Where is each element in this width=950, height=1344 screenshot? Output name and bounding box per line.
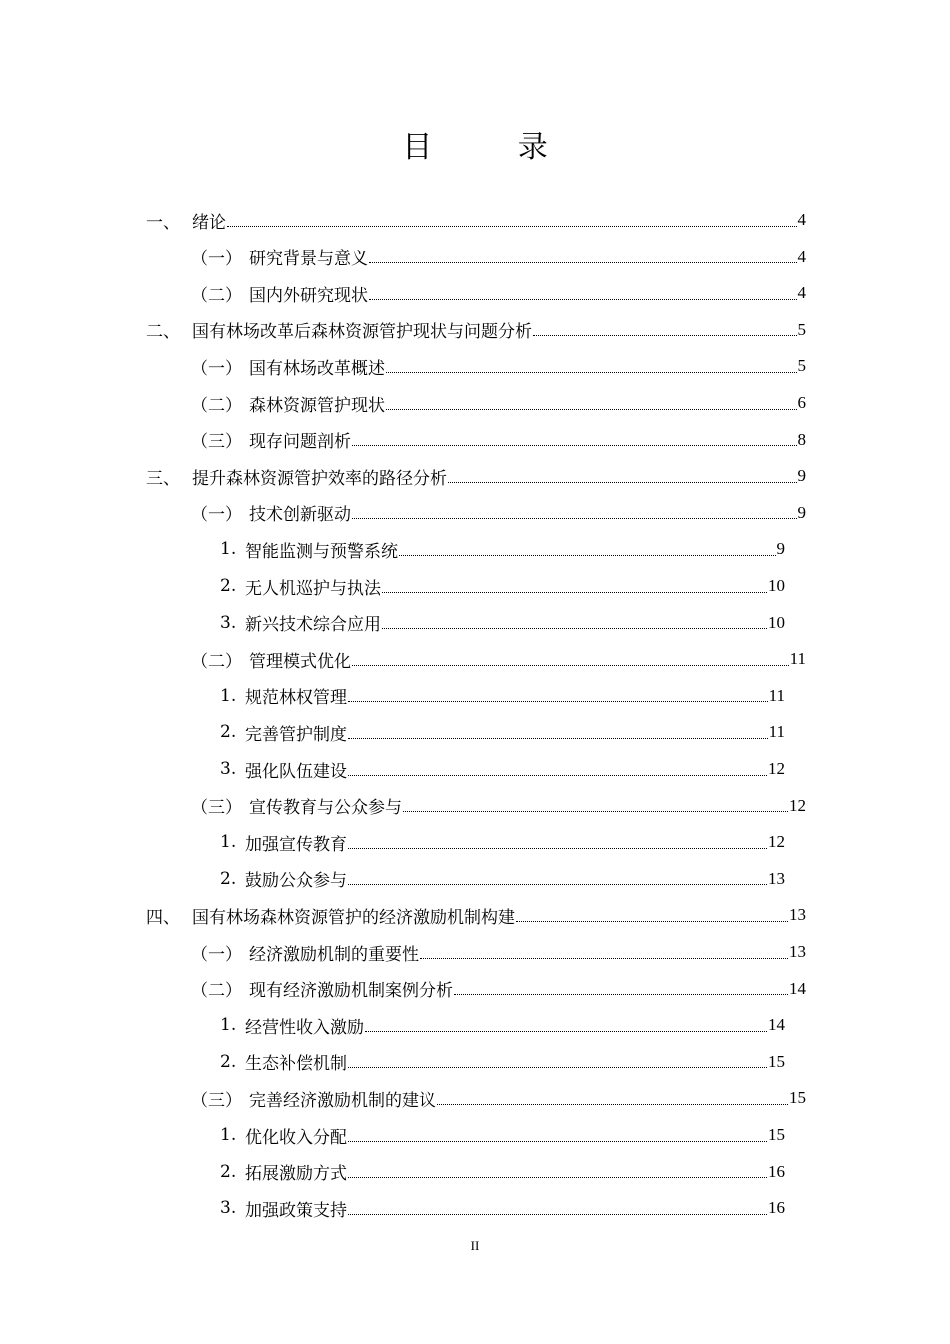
toc-entry[interactable] xyxy=(220,531,785,567)
toc-entry-label: 加强政策支持 xyxy=(245,1200,347,1221)
toc-entry-page: 9 xyxy=(797,466,806,486)
toc-dot-leader xyxy=(399,555,776,556)
page-number-footer: II xyxy=(470,1238,480,1253)
toc-entry-label: 鼓励公众参与 xyxy=(245,871,347,892)
toc-entry-label: 经营性收入激励 xyxy=(245,1017,364,1038)
toc-entry-number: （二） xyxy=(191,395,242,416)
toc-entry[interactable] xyxy=(220,824,785,860)
toc-entry-number: （二） xyxy=(191,285,242,306)
toc-entry[interactable] xyxy=(220,568,785,604)
toc-entry-page: 10 xyxy=(768,576,785,595)
toc-entry[interactable] xyxy=(220,1154,785,1190)
toc-entry-page: 14 xyxy=(789,978,806,998)
toc-entry-number: 2. xyxy=(220,1051,237,1072)
toc-entry-label: 无人机巡护与执法 xyxy=(245,578,381,599)
toc-entry-number: 1. xyxy=(220,539,237,560)
toc-dot-leader xyxy=(454,994,788,995)
toc-entry[interactable] xyxy=(191,348,806,384)
toc-entry-label: 研究背景与意义 xyxy=(249,249,368,270)
toc-entry-number: 2. xyxy=(220,868,237,889)
toc-entry[interactable] xyxy=(220,1044,785,1080)
toc-entry-number: 2. xyxy=(220,576,237,596)
toc-entry[interactable] xyxy=(146,202,806,238)
toc-entry-page: 5 xyxy=(797,356,806,376)
toc-entry-page: 15 xyxy=(789,1088,806,1108)
toc-entry-page: 12 xyxy=(768,832,785,852)
toc-entry-label: 现有经济激励机制案例分析 xyxy=(249,981,453,1002)
toc-dot-leader xyxy=(382,628,767,629)
toc-entry-number: （一） xyxy=(191,249,242,270)
toc-entry-number: 3. xyxy=(220,612,237,633)
toc-entry-label: 优化收入分配 xyxy=(245,1127,347,1148)
toc-entry[interactable] xyxy=(146,897,806,933)
page-title: 目 录 xyxy=(402,130,586,165)
toc-dot-leader xyxy=(348,775,767,776)
toc-dot-leader xyxy=(437,1104,788,1105)
toc-entry-number: 3. xyxy=(220,759,237,779)
toc-entry[interactable] xyxy=(191,641,806,677)
toc-entry-number: 1. xyxy=(220,1125,237,1145)
toc-entry-page: 13 xyxy=(789,905,806,925)
toc-dot-leader xyxy=(348,884,767,885)
toc-entry-page: 4 xyxy=(797,246,806,266)
toc-entry[interactable] xyxy=(191,239,806,275)
toc-entry[interactable] xyxy=(191,495,806,531)
toc-entry-label: 宣传教育与公众参与 xyxy=(249,798,402,819)
toc-entry[interactable] xyxy=(220,678,785,714)
toc-entry-label: 技术创新驱动 xyxy=(249,505,351,526)
toc-entry-page: 11 xyxy=(789,649,806,669)
toc-entry-label: 加强宣传教育 xyxy=(245,834,347,855)
toc-dot-leader xyxy=(348,848,767,849)
toc-entry-label: 管理模式优化 xyxy=(249,651,351,672)
toc-dot-leader xyxy=(386,372,797,373)
toc-entry-label: 国内外研究现状 xyxy=(249,285,368,306)
toc-entry[interactable] xyxy=(220,605,785,641)
toc-entry-number: 二、 xyxy=(146,322,180,343)
toc-entry-label: 绪论 xyxy=(192,212,226,233)
toc-entry-label: 完善经济激励机制的建议 xyxy=(249,1090,436,1111)
toc-entry-label: 完善管护制度 xyxy=(245,724,347,745)
toc-entry-label: 国有林场改革概述 xyxy=(249,358,385,379)
toc-dot-leader xyxy=(448,482,797,483)
toc-entry-number: （一） xyxy=(191,358,242,379)
toc-entry-page: 8 xyxy=(797,429,806,449)
toc-entry-number: （三） xyxy=(191,1090,242,1111)
toc-entry-label: 规范林权管理 xyxy=(245,688,347,709)
toc-entry[interactable] xyxy=(220,861,785,897)
toc-entry-number: （二） xyxy=(191,981,242,1002)
toc-entry[interactable] xyxy=(191,385,806,421)
toc-entry-page: 11 xyxy=(768,722,785,742)
toc-entry-page: 4 xyxy=(797,210,806,229)
toc-dot-leader xyxy=(348,1067,767,1068)
toc-entry-page: 14 xyxy=(768,1015,785,1035)
toc-dot-leader xyxy=(382,592,767,593)
toc-entry-number: （二） xyxy=(191,651,242,672)
toc-entry-page: 9 xyxy=(797,502,806,522)
toc-entry-label: 新兴技术综合应用 xyxy=(245,615,381,636)
toc-dot-leader xyxy=(365,1031,767,1032)
toc-entry[interactable] xyxy=(146,312,806,348)
toc-entry[interactable] xyxy=(220,1190,785,1226)
toc-entry-number: 3. xyxy=(220,1198,237,1219)
toc-entry-page: 15 xyxy=(768,1125,785,1144)
toc-dot-leader xyxy=(348,1214,767,1215)
toc-dot-leader xyxy=(386,409,797,410)
toc-entry-number: 2. xyxy=(220,1161,237,1182)
toc-entry-page: 12 xyxy=(768,759,785,778)
toc-entry-label: 强化队伍建设 xyxy=(245,761,347,782)
toc-entry-label: 提升森林资源管护效率的路径分析 xyxy=(192,468,447,489)
toc-entry-label: 国有林场改革后森林资源管护现状与问题分析 xyxy=(192,322,532,343)
toc-entry-number: （三） xyxy=(191,432,242,453)
toc-entry-page: 10 xyxy=(768,612,785,632)
toc-entry-page: 5 xyxy=(797,319,806,339)
toc-entry[interactable] xyxy=(220,714,785,750)
toc-entry-page: 4 xyxy=(797,283,806,303)
toc-entry[interactable] xyxy=(220,1007,785,1043)
toc-entry-page: 15 xyxy=(768,1051,785,1071)
toc-dot-leader xyxy=(348,1141,767,1142)
toc-dot-leader xyxy=(420,958,788,959)
toc-entry-number: 四、 xyxy=(146,907,180,928)
toc-entry-label: 国有林场森林资源管护的经济激励机制构建 xyxy=(192,907,515,928)
toc-entry-number: 三、 xyxy=(146,468,180,489)
toc-dot-leader xyxy=(348,701,768,702)
toc-dot-leader xyxy=(369,299,797,300)
toc-entry-page: 11 xyxy=(768,685,785,705)
toc-dot-leader xyxy=(348,1177,767,1178)
toc-entry-page: 6 xyxy=(797,393,806,412)
toc-dot-leader xyxy=(352,665,789,666)
toc-entry-number: （三） xyxy=(191,798,242,819)
toc-entry-number: 一、 xyxy=(146,212,180,233)
toc-entry-page: 9 xyxy=(776,539,785,559)
toc-entry-number: （一） xyxy=(191,505,242,526)
toc-dot-leader xyxy=(352,445,797,446)
toc-entry-label: 智能监测与预警系统 xyxy=(245,541,398,562)
toc-entry-number: 1. xyxy=(220,1015,237,1036)
toc-entry-page: 13 xyxy=(768,868,785,888)
toc-dot-leader xyxy=(516,921,788,922)
toc-dot-leader xyxy=(227,226,797,227)
toc-entry[interactable] xyxy=(191,275,806,311)
toc-entry-label: 森林资源管护现状 xyxy=(249,395,385,416)
toc-entry-label: 经济激励机制的重要性 xyxy=(249,944,419,965)
toc-entry-page: 16 xyxy=(768,1161,785,1181)
toc-dot-leader xyxy=(348,738,768,739)
toc-entry-number: 1. xyxy=(220,832,237,853)
toc-entry[interactable] xyxy=(191,422,806,458)
toc-entry[interactable] xyxy=(146,458,806,494)
toc-dot-leader xyxy=(533,335,797,336)
toc-entry-page: 13 xyxy=(789,942,806,961)
toc-entry-number: （一） xyxy=(191,944,242,965)
toc-entry-page: 12 xyxy=(789,795,806,815)
toc-entry-label: 拓展激励方式 xyxy=(245,1164,347,1185)
toc-entry-number: 1. xyxy=(220,685,237,706)
toc-entry[interactable] xyxy=(191,1080,806,1116)
toc-entry[interactable] xyxy=(220,751,785,787)
toc-entry[interactable] xyxy=(191,934,806,970)
toc-dot-leader xyxy=(352,518,797,519)
toc-dot-leader xyxy=(369,262,797,263)
toc-entry[interactable] xyxy=(191,971,806,1007)
toc-entry-label: 生态补偿机制 xyxy=(245,1054,347,1075)
toc-dot-leader xyxy=(403,811,788,812)
toc-entry-number: 2. xyxy=(220,722,237,743)
toc-entry[interactable] xyxy=(191,788,806,824)
toc-entry-page: 16 xyxy=(768,1198,785,1218)
toc-entry[interactable] xyxy=(220,1117,785,1153)
toc-entry-label: 现存问题剖析 xyxy=(249,432,351,453)
